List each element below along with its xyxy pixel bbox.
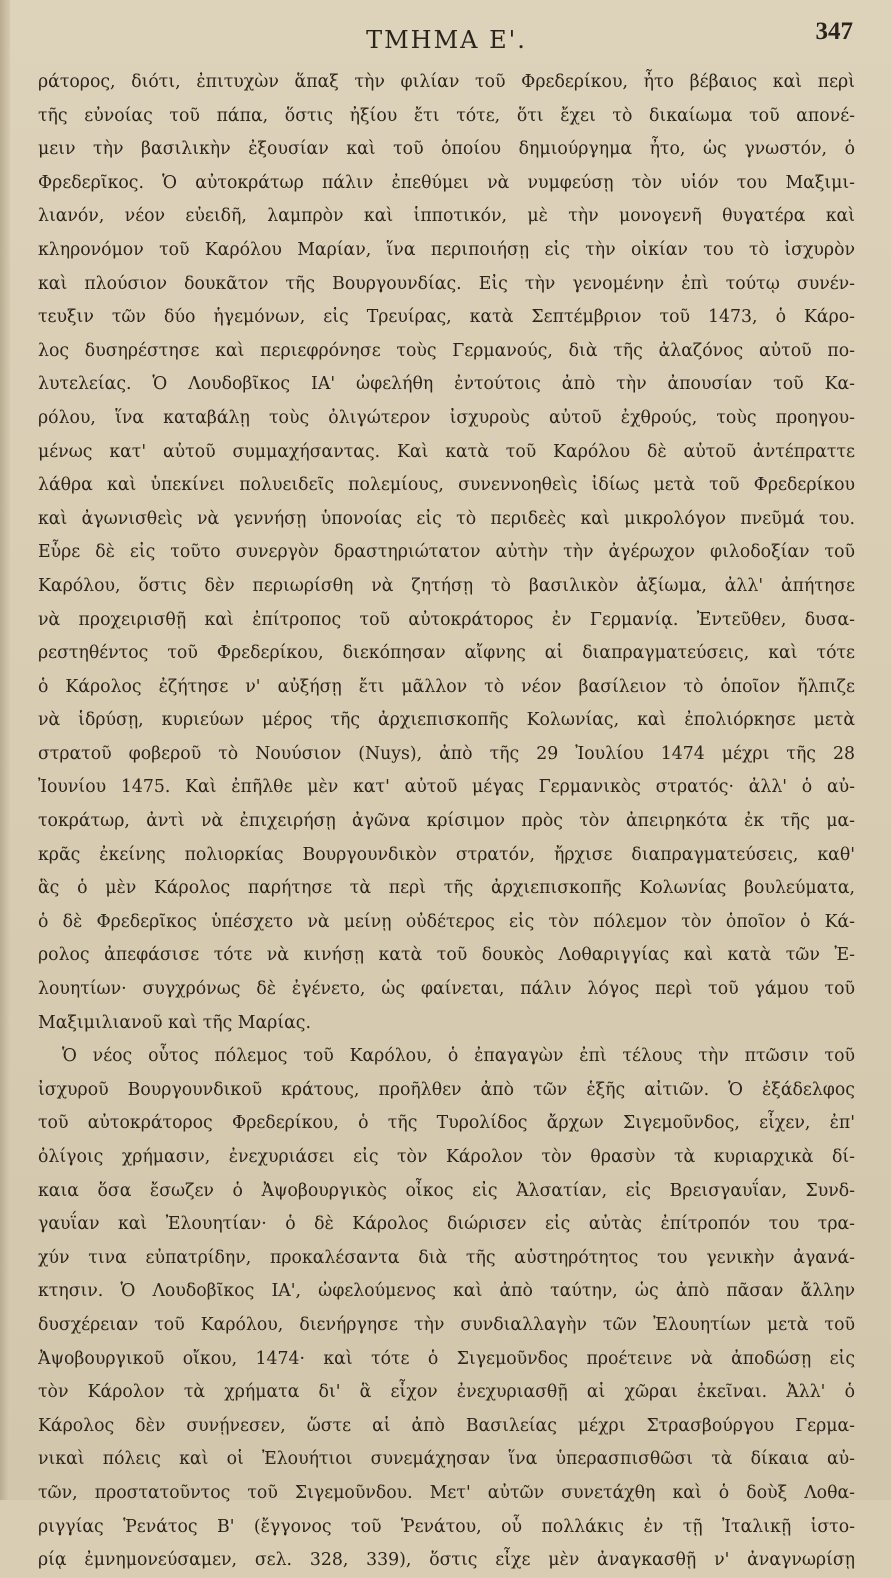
text-line: ρίᾳ ἐμνημονεύσαμεν, σελ. 328, 339), ὅστις εἶχε μὲν ἀναγκασθῇ ν' ἀναγνωρίσῃ [38, 1550, 855, 1571]
text-line: καὶ ἀγωνισθεὶς νὰ γεννήσῃ ὑπονοίας εἰς τὸ περιδεὲς καὶ μικρολόγον πνεῦμά του. [38, 508, 855, 529]
text-line: καια ὅσα ἔσωζεν ὁ Ἀψοβουργικὸς οἶκος εἰς Ἀλσατίαν, εἰς Βρεισγαυΐαν, Συνδ- [38, 1180, 855, 1201]
page-gutter-shadow [0, 0, 10, 1500]
text-line: νικαὶ πόλεις καὶ οἱ Ἐλουήτιοι συνεμάχησαν ἵνα ὑπερασπισθῶσι τὰ δίκαια αὐ- [38, 1449, 855, 1470]
running-head: ΤΜΗΜΑ Ε'. [366, 26, 527, 54]
text-line: ἃς ὁ μὲν Κάρολος παρήτησε τὰ περὶ τῆς ἀρχιεπισκοπῆς Κολωνίας βουλεύματα, [38, 878, 855, 899]
text-line: κληρονόμον τοῦ Καρόλου Μαρίαν, ἵνα περιποιήσῃ εἰς τὴν οἰκίαν του τὸ ἰσχυρὸν [38, 239, 855, 260]
text-line: Κάρολος δὲν συνῄνεσεν, ὥστε αἱ ἀπὸ Βασιλείας μέχρι Στρασβούργου Γερμα- [38, 1415, 855, 1436]
text-line: τευξιν τῶν δύο ἡγεμόνων, εἰς Τρευίρας, κατὰ Σεπτέμβριον τοῦ 1473, ὁ Κάρο- [38, 307, 855, 328]
text-line: Ὁ νέος οὗτος πόλεμος τοῦ Καρόλου, ὁ ἐπαγαγὼν ἐπὶ τέλους τὴν πτῶσιν τοῦ [62, 1046, 855, 1067]
text-line: κτησιν. Ὁ Λουδοβῖκος ΙΑ', ὠφελούμενος καὶ ἀπὸ ταύτην, ὡς ἀπὸ πᾶσαν ἄλλην [38, 1281, 855, 1302]
text-line: μειν τὴν βασιλικὴν ἐξουσίαν καὶ τοῦ ὁποίου δημιούργημα ἦτο, ὡς γνωστόν, ὁ [38, 139, 855, 160]
text-line: κρᾶς ἐκείνης πολιορκίας Βουργουνδικὸν στρατόν, ἤρχισε διαπραγματεύσεις, καθ' [38, 844, 855, 865]
text-line: λυτελείας. Ὁ Λουδοβῖκος ΙΑ' ὠφελήθη ἐντούτοις ἀπὸ τὴν ἀπουσίαν τοῦ Κα- [38, 374, 855, 395]
text-line: τῶν, προστατοῦντος τοῦ Σιγεμοῦνδου. Μετ' αὐτῶν συνετάχθη καὶ ὁ δοὺξ Λοθα- [38, 1482, 855, 1503]
text-line: χύν τινα εὐπατρίδην, προκαλέσαντα διὰ τῆς αὐστηρότητος του γενικὴν ἀγανά- [38, 1247, 855, 1268]
text-line: ἰσχυροῦ Βουργουνδικοῦ κράτους, προῆλθεν ἀπὸ τῶν ἑξῆς αἰτιῶν. Ὁ ἐξάδελφος [38, 1079, 855, 1100]
text-line: νὰ προχειρισθῇ καὶ ἐπίτροπος τοῦ αὐτοκράτορος ἐν Γερμανίᾳ. Ἐντεῦθεν, δυσα- [38, 609, 855, 630]
text-line: τοῦ αὐτοκράτορος Φρεδερίκου, ὁ τῆς Τυρολίδος ἄρχων Σιγεμοῦνδος, εἶχεν, ἐπ' [38, 1113, 855, 1134]
text-line: Καρόλου, ὅστις δὲν περιωρίσθη νὰ ζητήσῃ τὸ βασιλικὸν ἀξίωμα, ἀλλ' ἀπήτησε [38, 575, 855, 596]
text-line: Φρεδερῖκος. Ὁ αὐτοκράτωρ πάλιν ἐπεθύμει νὰ νυμφεύσῃ τὸν υἱόν του Μαξιμι- [38, 172, 855, 193]
text-line: τῆς εὐνοίας τοῦ πάπα, ὅστις ἠξίου ἔτι τότε, ὅτι ἔχει τὸ δικαίωμα τοῦ απονέ- [38, 105, 855, 126]
text-line: τοκράτωρ, ἀντὶ νὰ ἐπιχειρήσῃ ἀγῶνα κρίσιμον πρὸς τὸν ἀπειρηκότα ἐκ τῆς μα- [38, 811, 855, 832]
text-line: ὁ δὲ Φρεδερῖκος ὑπέσχετο νὰ μείνῃ οὐδέτερος εἰς τὸν πόλεμον τὸν ὁποῖον ὁ Κά- [38, 911, 855, 932]
text-line: καὶ πλούσιον δουκᾶτον τῆς Βουργουνδίας. Εἰς τὴν γενομένην ἐπὶ τούτῳ συνέν- [38, 273, 855, 294]
text-line: λουητίων· συγχρόνως δὲ ἐγένετο, ὡς φαίνεται, πάλιν λόγος περὶ τοῦ γάμου τοῦ [38, 979, 855, 1000]
text-line: νὰ ἱδρύσῃ, κυριεύων μέρος τῆς ἀρχιεπισκοπῆς Κολωνίας, καὶ ἐπολιόρκησε μετὰ [38, 710, 855, 731]
text-line: ριγγίας Ῥενάτος Β' (ἔγγονος τοῦ Ῥενάτου, οὗ πολλάκις ἐν τῇ Ἰταλικῇ ἱστο- [38, 1516, 855, 1537]
text-line: ρόλου, ἵνα καταβάλῃ τοὺς ὀλιγώτερον ἰσχυροὺς αὐτοῦ ἐχθρούς, τοὺς προηγου- [38, 407, 855, 428]
text-line: γαυΐαν καὶ Ἐλουητίαν· ὁ δὲ Κάρολος διώρισεν εἰς αὐτὰς ἐπίτροπόν του τρα- [38, 1214, 855, 1235]
text-line: λάθρα καὶ ὑπεκίνει πολυειδεῖς πολεμίους, συνεννοηθεὶς ἰδίως μετὰ τοῦ Φρεδερίκου [38, 475, 855, 496]
text-line: λος δυσηρέστησε καὶ περιεφρόνησε τοὺς Γερμανούς, διὰ τῆς ἀλαζόνος αὐτοῦ πο- [38, 340, 855, 361]
text-line: μένως κατ' αὐτοῦ συμμαχήσαντας. Καὶ κατὰ τοῦ Καρόλου δὲ αὐτοῦ ἀντέπραττε [38, 441, 855, 462]
body-text [38, 66, 855, 1578]
text-line: Εὗρε δὲ εἰς τοῦτο συνεργὸν δραστηριώτατον αὐτὴν τὴν ἀγέρωχον φιλοδοξίαν τοῦ [38, 542, 855, 563]
text-line: δυσχέρειαν τοῦ Καρόλου, διενήργησε τὴν συνδιαλλαγὴν τῶν Ἐλουητίων μετὰ τοῦ [38, 1314, 855, 1335]
text-line: ράτορος, διότι, ἐπιτυχὼν ἅπαξ τὴν φιλίαν τοῦ Φρεδερίκου, ἦτο βέβαιος καὶ περὶ [38, 72, 855, 92]
text-line: τὸν Κάρολον τὰ χρήματα δι' ἃ εἶχον ἐνεχυριασθῇ αἱ χῶραι ἐκεῖναι. Ἀλλ' ὁ [38, 1382, 855, 1403]
text-line: ὁ Κάρολος ἐζήτησε ν' αὐξήσῃ ἔτι μᾶλλον τὸ νέον βασίλειον τὸ ὁποῖον ἤλπιζε [38, 676, 855, 697]
page-number: 347 [815, 18, 853, 45]
page-header [38, 18, 855, 66]
text-line: ὀλίγοις χρήμασιν, ἐνεχυριάσει εἰς τὸν Κάρολον τὸν θρασὺν τὰ κυριαρχικὰ δί- [38, 1147, 855, 1167]
text-line: ρεστηθέντος τοῦ Φρεδερίκου, διεκόπησαν αἴφνης αἱ διαπραγματεύσεις, καὶ τότε [38, 643, 855, 664]
text-line: Ἰουνίου 1475. Καὶ ἐπῆλθε μὲν κατ' αὐτοῦ μέγας Γερμανικὸς στρατός· ἀλλ' ὁ αὐ- [38, 777, 855, 798]
text-line: λιανόν, νέον εὐειδῆ, λαμπρὸν καὶ ἱπποτικόν, μὲ τὴν μονογενῆ θυγατέρα καὶ [38, 206, 855, 227]
text-line: Ἀψοβουργικοῦ οἴκου, 1474· καὶ τότε ὁ Σιγεμοῦνδος προέτεινε νὰ ἀποδώσῃ εἰς [38, 1348, 855, 1369]
text-line: Μαξιμιλιανοῦ καὶ τῆς Μαρίας. [38, 1012, 311, 1033]
text-line: ρολος ἀπεφάσισε τότε νὰ κινήσῃ κατὰ τοῦ δουκὸς Λοθαριγγίας καὶ κατὰ τῶν Ἐ- [38, 945, 855, 966]
text-line: στρατοῦ φοβεροῦ τὸ Νουύσιον (Nuys), ἀπὸ τῆς 29 Ἰουλίου 1474 μέχρι τῆς 28 [38, 743, 855, 764]
